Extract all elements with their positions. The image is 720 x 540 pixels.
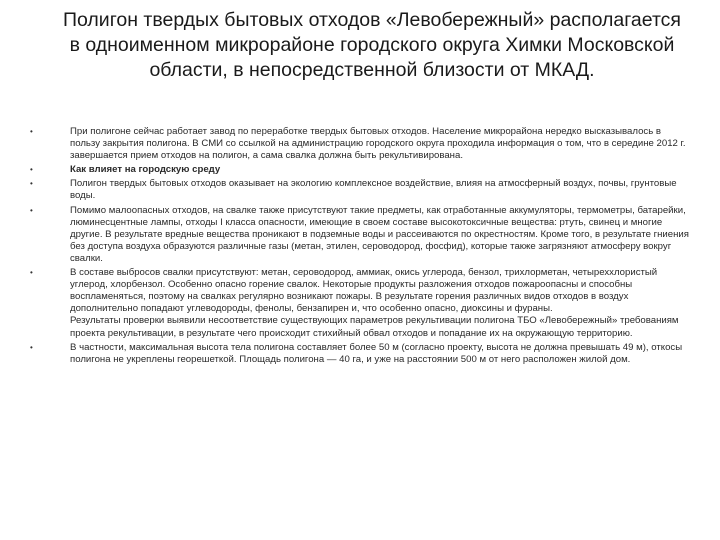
list-item: [30, 126, 690, 162]
paragraph-text: Результаты проверки выявили несоответствие существующих параметров рекультивации полигона ТБО «Левобережный» требованиям проекта рекультивации, в результате чего происходит стихийный обвал отходов и попадание их на окружающую территорию.: [70, 315, 679, 339]
bullet-icon: •: [30, 268, 33, 278]
paragraph-text: При полигоне сейчас работает завод по переработке твердых бытовых отходов. Население микрорайона нередко высказывалось в пользу закрытия полигона. В СМИ со ссылкой на администрацию городского округа проходила информация о том, что в середине 2012 г. завершается прием отходов на полигон, а сама свалка должна быть рекультивирована.: [70, 126, 686, 162]
list-item: [30, 205, 690, 265]
paragraph-text: В частности, максимальная высота тела полигона составляет более 50 м (согласно проекту, высота не должна превышать 49 м), откосы полигона не укреплены георешеткой. Площадь полигона — 40 га, и уже на расстоянии 500 м от него расположен жилой дом.: [70, 341, 683, 365]
list-item: [30, 178, 690, 202]
paragraph-text: В составе выбросов свалки присутствуют: метан, сероводород, аммиак, окись углерода, бензол, трихлорметан, четыреххлористый углерод, хлорбензол. Особенно опасно горение свалок. Некоторые продукты разложения отходов пожароопасны и способны воспламеняться, поэтому на свалках регулярно возникают пожары. В результате горения различных видов отходов в воздух дополнительно попадают углеводороды, фенолы, бензапирен и, что особенно опасно, диоксины и фураны.: [70, 267, 658, 315]
bullet-icon: •: [30, 342, 33, 352]
list-item: [30, 164, 690, 176]
bullet-icon: •: [30, 127, 33, 136]
section-heading: Как влияет на городскую среду: [70, 164, 221, 176]
list-item: [30, 342, 690, 366]
list-item: [30, 267, 690, 340]
paragraph-text: Помимо малоопасных отходов, на свалке также присутствуют такие предметы, как отработанные аккумуляторы, термометры, батарейки, люминесцентные лампы, отходы I класса опасности, имеющие в своем составе высокотоксичные вещества: ртуть, свинец и многие другие. В результате вредные вещества проникают в подземные воды и рассеиваются по окрестностям. Кроме того, в результате гниения без доступа воздуха образуются различные газы (метан, этилен, сероводород, фосфид), которые также загрязняют атмосферу вокруг свалки.: [70, 204, 689, 264]
bullet-icon: •: [30, 165, 33, 175]
bullet-icon: •: [30, 205, 33, 215]
bullet-list: [30, 126, 690, 368]
paragraph-text: Полигон твердых бытовых отходов оказывает на экологию комплексное воздействие, влияя на атмосферный воздух, почвы, грунтовые воды.: [70, 178, 677, 202]
bullet-icon: •: [30, 179, 33, 189]
slide-title: Полигон твердых бытовых отходов «Левобережный» располагается в одноименном микрорайоне городского округа Химки Московской области, в непосредственной близости от МКАД.: [63, 9, 681, 81]
